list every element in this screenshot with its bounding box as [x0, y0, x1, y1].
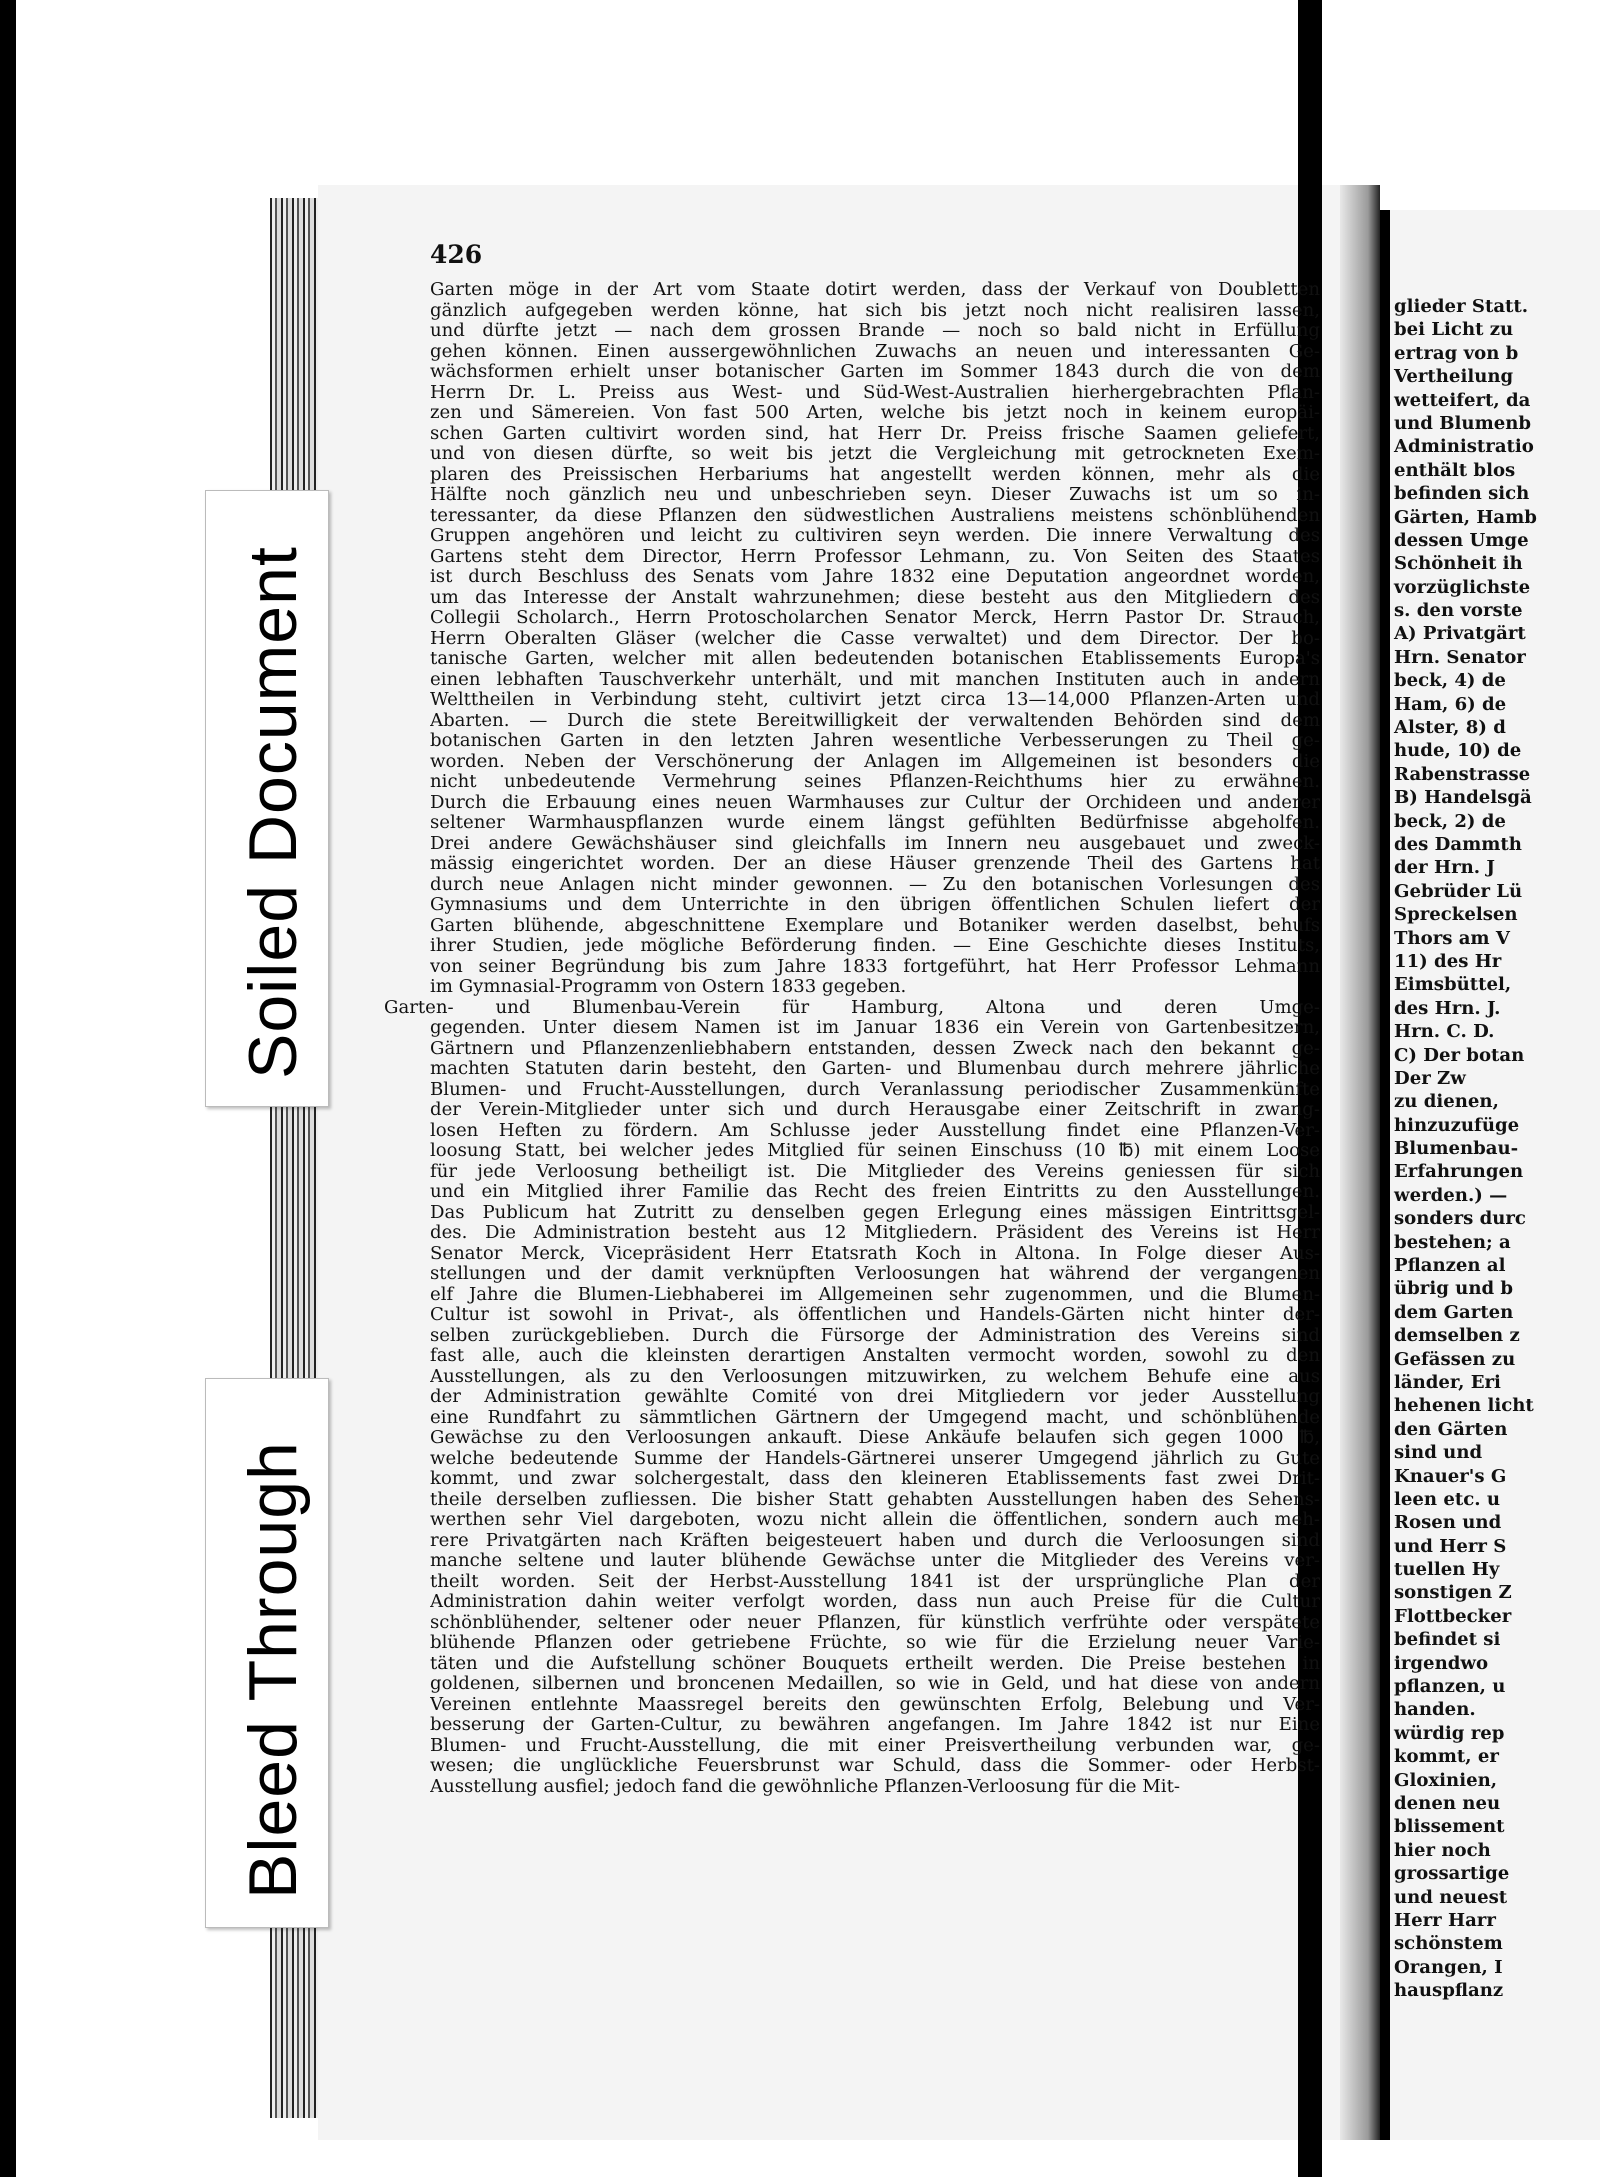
right-page-line: bei Licht zu [1394, 319, 1514, 341]
right-page-line: werden.) — [1394, 1184, 1508, 1206]
text-line: Garten blühende, abgeschnittene Exemplare und Botaniker werden daselbst, behufs [430, 915, 1320, 936]
text-line: elf Jahre die Blumen-Liebhaberei im Allgemeinen sehr zugenommen, und die Blumen- [430, 1284, 1320, 1305]
right-page-line: denen neu [1394, 1793, 1501, 1814]
right-page-line: hauspflanz [1394, 1980, 1504, 2002]
text-line: Senator Merck, Vicepräsident Herr Etatsrath Koch in Altona. In Folge dieser Aus- [430, 1243, 1320, 1264]
text-line: Durch die Erbauung eines neuen Warmhauses zur Cultur der Orchideen und anderer [430, 792, 1320, 813]
text-line: selben zurückgeblieben. Durch die Fürsorge der Administration des Vereins sind [430, 1325, 1320, 1346]
right-page-line: dem Garten [1394, 1301, 1514, 1323]
text-line: Gewächse zu den Verloosungen ankauft. Diese Ankäufe belaufen sich gegen 1000 ℔, [430, 1428, 1320, 1448]
right-page-line: und Herr S [1394, 1535, 1507, 1557]
right-page-line: vorzüglichste [1394, 576, 1531, 598]
text-line: zen und Sämereien. Von fast 500 Arten, welche bis jetzt noch in keinem europäi- [430, 403, 1320, 423]
text-line: Collegii Scholarch., Herrn Protoscholarchen Senator Merck, Herrn Pastor Dr. Strauch, [430, 608, 1320, 628]
text-line: Herrn Dr. L. Preiss aus West- und Süd-West-Australien hierhergebrachten Pflan- [430, 382, 1320, 403]
text-line: Gartens steht dem Director, Herrn Professor Lehmann, zu. Von Seiten des Staates [430, 546, 1320, 567]
right-page-line: Schönheit ih [1394, 553, 1523, 575]
text-line: Garten- und Blumenbau-Verein für Hamburg, Altona und deren Umge- [384, 997, 1320, 1018]
right-page-line: Spreckelsen [1394, 904, 1518, 926]
right-page-line: s. den vorste [1394, 600, 1523, 622]
text-line: Blumen- und Frucht-Ausstellung, die mit einer Preisvertheilung verbunden war, ge- [430, 1735, 1320, 1756]
page-number: 426 [430, 240, 483, 269]
text-line: stellungen und der damit verknüpften Verloosungen hat während der vergangenen [430, 1264, 1320, 1284]
right-page-line: befindet si [1394, 1629, 1501, 1651]
right-page-line: den Gärten [1394, 1418, 1508, 1440]
text-line: teressanter, da diese Pflanzen den südwestlichen Australiens meistens schönblühenden [430, 505, 1320, 526]
text-line: gänzlich aufgegeben werden könne, hat sich bis jetzt noch nicht realisiren lassen, [430, 300, 1320, 321]
right-page-line: Flottbecker [1394, 1605, 1512, 1627]
text-line: Blumen- und Frucht-Ausstellungen, durch Veranlassung periodischer Zusammenkünfte [430, 1079, 1320, 1100]
body-text [384, 280, 1320, 1797]
text-line: im Gymnasial-Programm von Ostern 1833 gegeben. [430, 977, 907, 997]
text-line: eine Rundfahrt zu sämmtlichen Gärtnern der Umgegend macht, und schönblühende [430, 1407, 1320, 1428]
right-page-line: blissement [1394, 1816, 1505, 1838]
right-page-line: übrig und b [1394, 1278, 1514, 1300]
right-page-line: Gefässen zu [1394, 1348, 1516, 1370]
right-page-line: sonders durc [1394, 1208, 1526, 1230]
text-line: kommt, und zwar solchergestalt, dass den kleineren Etablissements fast zwei Drit- [430, 1469, 1320, 1489]
text-line: rere Privatgärten nach Kräften beigesteuert haben und durch die Verloosungen sind [430, 1530, 1320, 1551]
gutter-shadow [1340, 185, 1380, 2140]
right-page-line: Knauer's G [1394, 1465, 1507, 1487]
text-line: und ein Mitglied ihrer Familie das Recht des freien Eintritts zu den Ausstellungen. [430, 1182, 1320, 1202]
right-page-line: Orangen, I [1394, 1956, 1503, 1978]
right-page-line: leen etc. u [1394, 1488, 1500, 1510]
text-line: Gärtnern und Pflanzenzenliebhabern entstanden, dessen Zweck nach den bekannt ge- [430, 1038, 1320, 1059]
right-page-line: grossartige [1394, 1863, 1510, 1885]
text-line: ist durch Beschluss des Senats vom Jahre 1832 eine Deputation angeordnet worden, [430, 567, 1320, 587]
right-page-line: Administratio [1394, 436, 1534, 458]
right-page-line: enthält blos [1394, 459, 1516, 481]
text-line: Cultur ist sowohl in Privat-, als öffentlichen und Handels-Gärten nicht hinter der- [430, 1305, 1320, 1325]
text-line: Abarten. — Durch die stete Bereitwilligkeit der verwaltenden Behörden sind dem [430, 710, 1320, 731]
text-line: schönblühender, seltener oder neuer Pflanzen, für künstlich verfrühte oder verspätete [430, 1612, 1320, 1633]
text-line: gegenden. Unter diesem Namen ist im Januar 1836 ein Verein von Gartenbesitzern, [430, 1018, 1320, 1038]
right-page-line: beck, 4) de [1394, 670, 1506, 692]
text-line: tanische Garten, welcher mit allen bedeutenden botanischen Etablissements Europa's [430, 649, 1320, 669]
right-page-edge [1380, 210, 1390, 2140]
text-line: seltener Warmhauspflanzen wurde einem längst gefühlten Bedürfnisse abgeholfen. [430, 813, 1320, 833]
text-line: botanischen Garten in den letzten Jahren wesentliche Verbesserungen zu Theil ge- [430, 731, 1320, 751]
right-page-line: hude, 10) de [1394, 740, 1522, 762]
right-page-line: Herr Harr [1394, 1909, 1496, 1931]
right-page-line: Hrn. C. D. [1394, 1021, 1495, 1043]
right-page-line: Rosen und [1394, 1512, 1502, 1534]
right-page-line: Thors am V [1394, 927, 1510, 949]
right-page-line: kommt, er [1394, 1746, 1499, 1768]
right-page-line: pflanzen, u [1394, 1676, 1506, 1698]
right-page-line: C) Der botan [1394, 1044, 1525, 1066]
text-line: Gymnasiums und dem Unterrichte in den übrigen öffentlichen Schulen liefert der [430, 895, 1320, 915]
right-page-line: sonstigen Z [1394, 1582, 1512, 1604]
right-page-line: Ham, 6) de [1394, 693, 1507, 715]
text-line: Herrn Oberalten Gläser (welcher die Casse verwaltet) und dem Director. Der bo- [430, 628, 1320, 649]
right-page-line: Der Zw [1394, 1067, 1466, 1089]
right-page-line: der Hrn. J [1394, 857, 1495, 879]
text-line: wächsformen erhielt unser botanischer Garten im Sommer 1843 durch die von dem [430, 362, 1320, 382]
text-line: loosung Statt, bei welcher jedes Mitglied für seinen Einschuss (10 ℔) mit einem Loose [430, 1141, 1320, 1161]
text-line: theile derselben zufliessen. Die bisher Statt gehabten Ausstellungen haben des Sehens- [430, 1489, 1320, 1510]
text-line: gehen können. Einen aussergewöhnlichen Zuwachs an neuen und interessanten Ge- [430, 341, 1320, 362]
text-line: worden. Neben der Verschönerung der Anlagen im Allgemeinen ist besonders die [430, 751, 1320, 772]
text-line: Ausstellung ausfiel; jedoch fand die gewöhnliche Pflanzen-Verloosung für die Mit- [430, 1776, 1180, 1797]
right-page-line: dessen Umge [1394, 529, 1529, 551]
text-line: und dürfte jetzt — nach dem grossen Brande — noch so bald nicht in Erfüllung [430, 321, 1320, 341]
right-page-line: Rabenstrasse [1394, 763, 1531, 785]
text-line: blühende Pflanzen oder getriebene Früchte, so wie für die Erzielung neuer Varie- [430, 1633, 1320, 1653]
right-page-text [1394, 295, 1537, 2003]
right-page-line: Eimsbüttel, [1394, 974, 1512, 996]
text-line: ihrer Studien, jede mögliche Beförderung finden. — Eine Geschichte dieses Instituts, [430, 936, 1320, 956]
right-page-line: Hrn. Senator [1394, 646, 1526, 668]
right-page-line: A) Privatgärt [1394, 623, 1526, 645]
text-line: goldenen, silbernen und broncenen Medaillen, so wie in Geld, und hat diese von andern [430, 1674, 1320, 1694]
text-line: der Verein-Mitglieder unter sich und durch Herausgabe einer Zeitschrift in zwang- [430, 1100, 1320, 1120]
right-page-line: befinden sich [1394, 483, 1530, 505]
bleed-through-label: Bleed Through [235, 1441, 311, 1899]
text-line: Das Publicum hat Zutritt zu denselben gegen Erlegung eines mässigen Eintrittsgel- [430, 1202, 1320, 1223]
right-page-line: 11) des Hr [1394, 950, 1502, 972]
text-line: des. Die Administration besteht aus 12 Mitgliedern. Präsident des Vereins ist Herr [430, 1223, 1320, 1243]
right-page [1380, 210, 1600, 2140]
text-line: einen lebhaften Tauschverkehr unterhält, und mit manchen Instituten auch in andern [430, 669, 1320, 690]
right-page-line: Pflanzen al [1394, 1255, 1506, 1277]
soiled-document-tab [205, 490, 329, 1107]
text-line: mässig eingerichtet worden. Der an diese Häuser grenzende Theil des Gartens hat [430, 854, 1320, 874]
text-line: von seiner Begründung bis zum Jahre 1833 fortgeführt, hat Herr Professor Lehmann [430, 956, 1320, 977]
right-page-line: würdig rep [1394, 1722, 1505, 1744]
right-page-line: demselben z [1394, 1325, 1520, 1347]
right-page-line: wetteifert, da [1394, 389, 1531, 411]
text-line: plaren des Preissischen Herbariums hat angestellt werden können, mehr als die [430, 464, 1320, 485]
soiled-document-label: Soiled Document [235, 546, 311, 1079]
right-page-line: Gärten, Hamb [1394, 506, 1537, 528]
text-line: machten Statuten darin besteht, den Garten- und Blumenbau durch mehrere jährliche [430, 1059, 1320, 1079]
right-page-line: beck, 2) de [1394, 810, 1506, 832]
text-line: theilt worden. Seit der Herbst-Ausstellung 1841 ist der ursprüngliche Plan der [430, 1571, 1320, 1592]
text-line: für jede Verloosung betheiligt ist. Die Mitglieder des Vereins geniessen für sich [430, 1161, 1320, 1182]
right-page-line: tuellen Hy [1394, 1559, 1500, 1581]
text-line: um das Interesse der Anstalt wahrzunehmen; diese besteht aus den Mitgliedern des [430, 587, 1320, 608]
right-page-line: zu dienen, [1394, 1091, 1499, 1113]
right-page-line: Blumenbau- [1394, 1138, 1519, 1160]
right-page-line: hinzuzufüge [1394, 1114, 1520, 1136]
text-line: Drei andere Gewächshäuser sind gleichfalls im Innern neu ausgebauet und zweck- [430, 833, 1320, 854]
text-line: schen Garten cultivirt worden sind, hat Herr Dr. Preiss frische Saamen geliefert, [430, 423, 1320, 444]
right-page-line: hier noch [1394, 1839, 1491, 1861]
text-line: Garten möge in der Art vom Staate dotirt werden, dass der Verkauf von Doubletten [430, 280, 1320, 300]
right-page-line: Alster, 8) d [1394, 717, 1506, 739]
right-page-line: des Dammth [1394, 833, 1522, 855]
text-line: fast alle, auch die kleinsten derartigen Anstalten vermocht worden, sowohl zu den [430, 1346, 1320, 1366]
text-line: täten und die Aufstellung schöner Bouquets ertheilt werden. Die Preise bestehen in [430, 1653, 1320, 1674]
text-line: und von diesen dürfte, so weit bis jetzt die Vergleichung mit getrockneten Exem- [430, 444, 1320, 464]
scan-edge [0, 0, 16, 2177]
right-page-line: und Blumenb [1394, 412, 1532, 434]
right-page-line: glieder Statt. [1394, 296, 1529, 317]
right-page-line: Vertheilung [1394, 366, 1514, 388]
right-page-line: Erfahrungen [1394, 1161, 1524, 1183]
text-line: Hälfte noch gänzlich neu und unbeschrieben seyn. Dieser Zuwachs ist um so in- [430, 485, 1320, 505]
right-page-line: Gebrüder Lü [1394, 880, 1523, 902]
right-page-line: sind und [1394, 1442, 1483, 1464]
right-page-line: bestehen; a [1394, 1231, 1511, 1253]
text-line: werthen sehr Viel dargeboten, wozu nicht allein die öffentlichen, sondern auch meh- [430, 1510, 1320, 1530]
text-line: manche seltene und lauter blühende Gewächse unter die Mitglieder des Vereins ver- [430, 1551, 1320, 1571]
text-line: Ausstellungen, als zu den Verloosungen mitzuwirken, zu welchem Behufe eine aus [430, 1366, 1320, 1387]
text-line: losen Heften zu fördern. Am Schlusse jeder Ausstellung findet eine Pflanzen-Ver- [430, 1120, 1320, 1141]
right-page-line: B) Handelsgä [1394, 787, 1532, 809]
text-line: der Administration gewählte Comité von drei Mitgliedern vor jeder Ausstellung [430, 1387, 1320, 1407]
text-line: nicht unbedeutende Vermehrung seines Pflanzen-Reichthums hier zu erwähnen. [430, 772, 1320, 792]
right-page-line: irgendwo [1394, 1652, 1489, 1674]
right-page-line: hehenen licht [1394, 1395, 1534, 1417]
right-page-line: handen. [1394, 1699, 1476, 1721]
text-line: Administration dahin weiter verfolgt worden, dass nun auch Preise für die Cultur [430, 1592, 1320, 1612]
text-line: Gruppen angehören und leicht zu cultiviren seyn werden. Die innere Verwaltung des [430, 526, 1320, 546]
right-page-line: Gloxinien, [1394, 1769, 1498, 1791]
text-line: welche bedeutende Summe der Handels-Gärtnerei unserer Umgegend jährlich zu Gute [430, 1448, 1320, 1469]
text-line: wesen; die unglückliche Feuersbrunst war Schuld, dass die Sommer- oder Herbst- [430, 1756, 1320, 1776]
bleed-through-tab [205, 1378, 329, 1928]
right-page-line: und neuest [1394, 1886, 1508, 1908]
right-page-line: des Hrn. J. [1394, 997, 1501, 1019]
right-page-line: schönstem [1394, 1933, 1503, 1955]
text-line: besserung der Garten-Cultur, zu bewähren angefangen. Im Jahre 1842 ist nur Eine [430, 1715, 1320, 1735]
text-line: Vereinen entlehnte Maassregel bereits den gewünschten Erfolg, Belebung und Ver- [430, 1694, 1320, 1715]
text-line: durch neue Anlagen nicht minder gewonnen. — Zu den botanischen Vorlesungen des [430, 874, 1320, 895]
text-line: Welttheilen in Verbindung steht, cultivirt jetzt circa 13—14,000 Pflanzen-Arten und [430, 690, 1320, 710]
right-page-line: ertrag von b [1394, 342, 1519, 364]
right-page-line: länder, Eri [1394, 1371, 1501, 1393]
